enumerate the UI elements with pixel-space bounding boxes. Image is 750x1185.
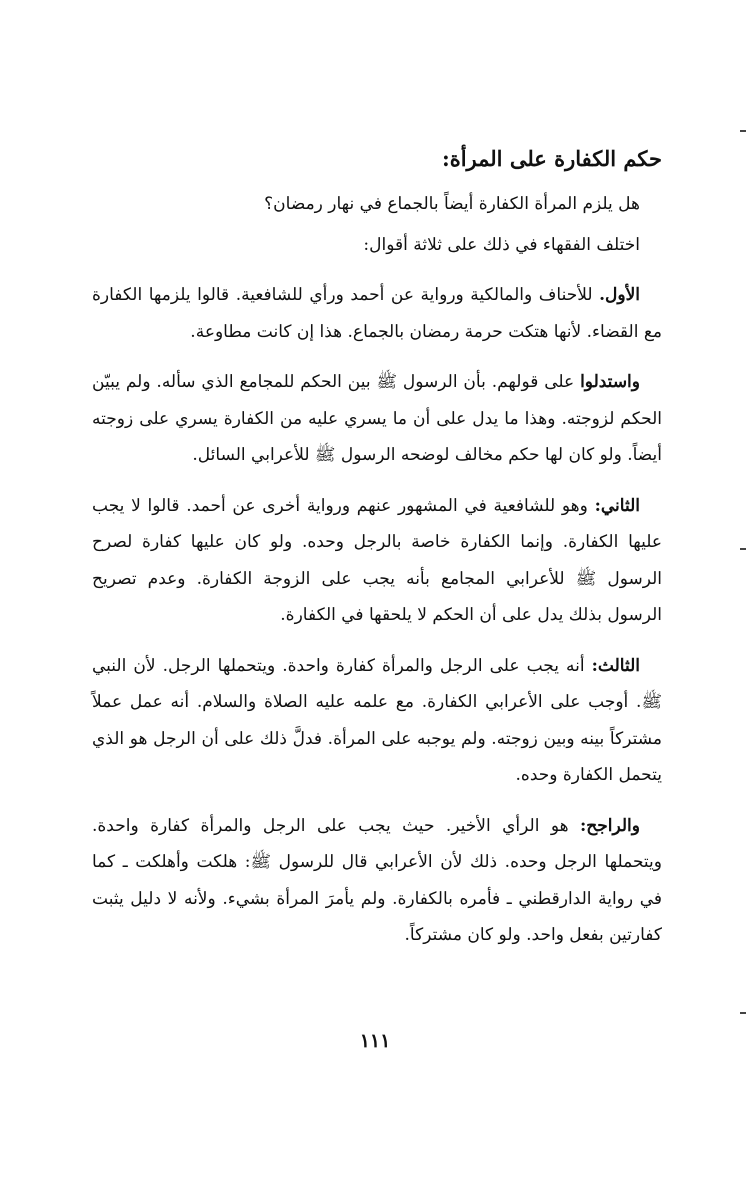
second-opinion-paragraph (92, 488, 662, 634)
evidence-text: على قولهم. بأن الرسول ﷺ بين الحكم للمجامع الذي سأله. ولم يبيّن الحكم لزوجته. وهذا ما يدل على أن ما يسري عليه من الكفارة يسري على زوجته أيضاً. ولو كان لها حكم مخالف لوضحه الرسول ﷺ للأعرابي السائل. (92, 372, 662, 465)
section-heading: حكم الكفارة على المرأة: (441, 146, 662, 171)
page-edge-mark (740, 1012, 746, 1014)
first-opinion-text: للأحناف والمالكية ورواية عن أحمد ورأي للشافعية. قالوا يلزمها الكفارة مع القضاء. لأنها هتكت حرمة رمضان بالجماع. هذا إن كانت مطاوعة. (92, 285, 662, 342)
preferred-opinion-text: هو الرأي الأخير. حيث يجب على الرجل والمرأة كفارة واحدة. ويتحملها الرجل وحده. ذلك لأن الأعرابي قال للرسول ﷺ: هلكت وأهلكت ـ كما في رواية الدارقطني ـ فأمره بالكفارة. ولم يأمرَ المرأة بشيء. ولأنه لا دليل يثبت كفارتين بفعل واحد. ولو كان مشتركاً. (92, 815, 662, 945)
page-edge-mark (740, 548, 746, 550)
preferred-opinion-lead: والراجح: (580, 815, 640, 836)
first-opinion-paragraph (92, 277, 662, 350)
page-edge-mark (740, 130, 746, 132)
evidence-paragraph (92, 364, 662, 474)
page-body (92, 142, 662, 954)
second-opinion-text: وهو للشافعية في المشهور عنهم ورواية أخرى عن أحمد. قالوا لا يجب عليها الكفارة. وإنما الكفارة خاصة بالرجل وحده. ولو كان عليها كفارة لصرح الرسول ﷺ للأعرابي المجامع بأنه يجب على الزوجة الكفارة. وعدم تصريح الرسول بذلك يدل على أن الحكم لا يلحقها في الكفارة. (92, 495, 662, 625)
intro-statement: اختلف الفقهاء في ذلك على ثلاثة أقوال: (363, 234, 640, 255)
first-opinion-lead: الأول. (599, 285, 640, 305)
second-opinion-lead: الثاني: (594, 495, 640, 516)
third-opinion-lead: الثالث: (591, 655, 640, 676)
third-opinion-paragraph (92, 648, 662, 794)
third-opinion-text: أنه يجب على الرجل والمرأة كفارة واحدة. ويتحملها الرجل. لأن النبي ﷺ. أوجب على الأعرابي الكفارة. مع علمه عليه الصلاة والسلام. أنه عمل عملاً مشتركاً بينه وبين زوجته. ولم يوجبه على المرأة. فدلَّ ذلك على أن الرجل هو الذي يتحمل الكفارة وحده. (92, 655, 662, 785)
preferred-opinion-paragraph (92, 808, 662, 954)
page-number: ١١١ (359, 1030, 391, 1052)
intro-question: هل يلزم المرأة الكفارة أيضاً بالجماع في نهار رمضان؟ (264, 194, 640, 214)
evidence-lead: واستدلوا (580, 372, 640, 392)
